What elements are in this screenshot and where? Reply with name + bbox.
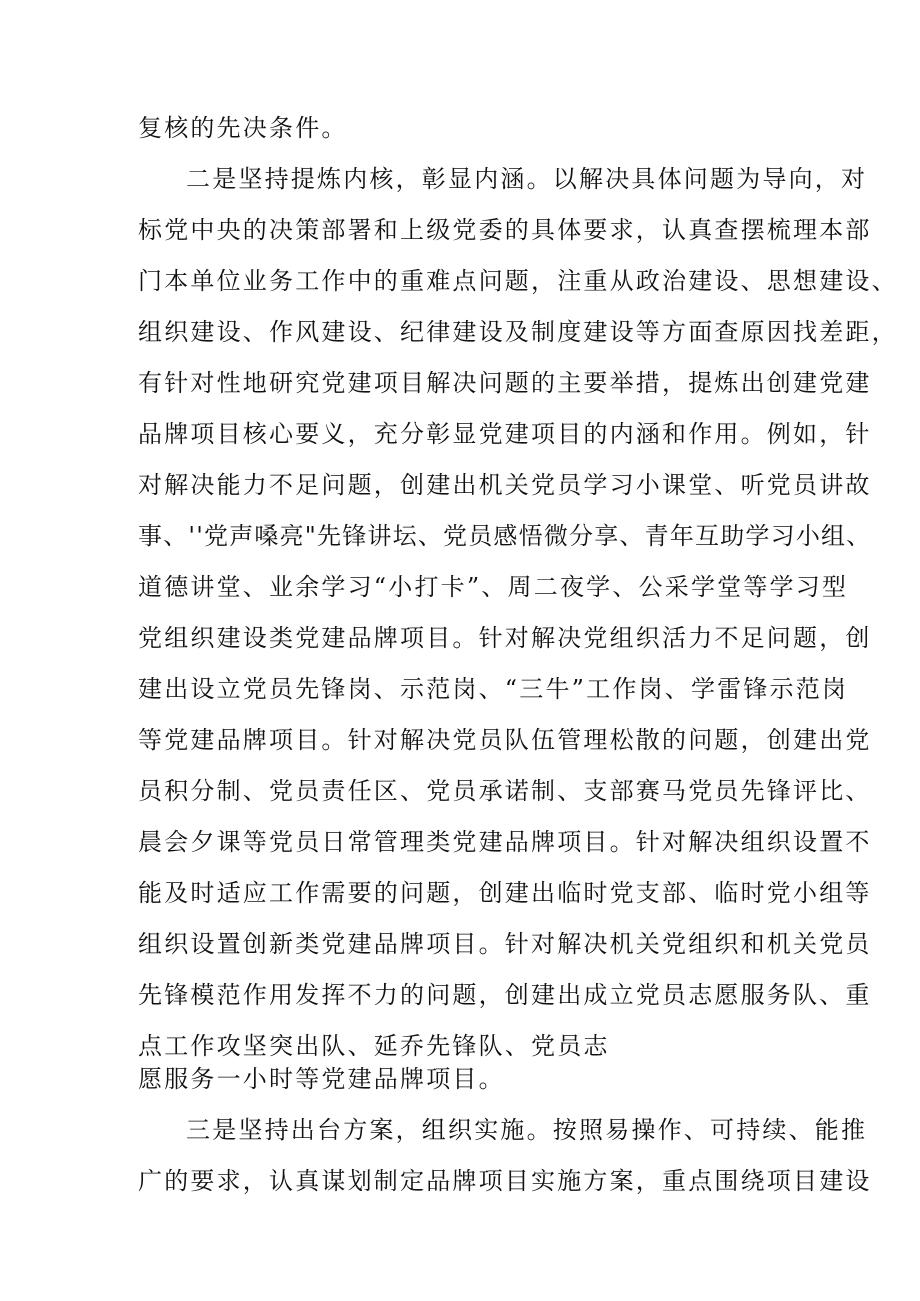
paragraph-start-line: 二是坚持提炼内核，彰显内涵。以解决具体问题为导向，对: [186, 165, 868, 193]
text-line: 门本单位业务工作中的重难点问题，注重从政治建设、思想建设、: [138, 267, 898, 295]
text-line: 品牌项目核心要义，充分彰显党建项目的内涵和作用。例如，针: [138, 420, 872, 448]
text-line: 道德讲堂、业余学习“小打卡”、周二夜学、公采学堂等学习型: [138, 573, 849, 601]
text-line: 点工作攻坚突出队、延乔先锋队、党员志: [138, 1032, 610, 1060]
text-line: 先锋模范作用发挥不力的问题，创建出成立党员志愿服务队、重: [138, 981, 872, 1009]
text-line: 复核的先决条件。: [138, 114, 348, 142]
text-line: 建出设立党员先锋岗、示范岗、“三牛”工作岗、学雷锋示范岗: [138, 675, 849, 703]
text-line: 对解决能力不足问题，创建出机关党员学习小课堂、听党员讲故: [138, 471, 872, 499]
text-line: 有针对性地研究党建项目解决问题的主要举措，提炼出创建党建: [138, 369, 872, 397]
text-line: 等党建品牌项目。针对解决党员队伍管理松散的问题，创建出党: [138, 726, 872, 754]
text-line: 能及时适应工作需要的问题，创建出临时党支部、临时党小组等: [138, 879, 872, 907]
text-line: 广的要求，认真谋划制定品牌项目实施方案，重点围绕项目建设: [138, 1167, 872, 1195]
text-line: 事、''党声嗓亮"先锋讲坛、党员感悟微分享、青年互助学习小组、: [138, 522, 872, 550]
paragraph-start-line: 三是坚持出台方案，组织实施。按照易操作、可持续、能推: [186, 1116, 868, 1144]
text-line: 员积分制、党员责任区、党员承诺制、支部赛马党员先锋评比、: [138, 777, 872, 805]
text-line: 组织建设、作风建设、纪律建设及制度建设等方面查原因找差距，: [138, 318, 898, 346]
text-line: 组织设置创新类党建品牌项目。针对解决机关党组织和机关党员: [138, 930, 872, 958]
text-line: 愿服务一小时等党建品牌项目。: [138, 1065, 505, 1093]
text-line: 党组织建设类党建品牌项目。针对解决党组织活力不足问题，创: [138, 624, 872, 652]
text-line: 标党中央的决策部署和上级党委的具体要求，认真查摆梳理本部: [138, 216, 872, 244]
text-line: 晨会夕课等党员日常管理类党建品牌项目。针对解决组织设置不: [138, 828, 872, 856]
